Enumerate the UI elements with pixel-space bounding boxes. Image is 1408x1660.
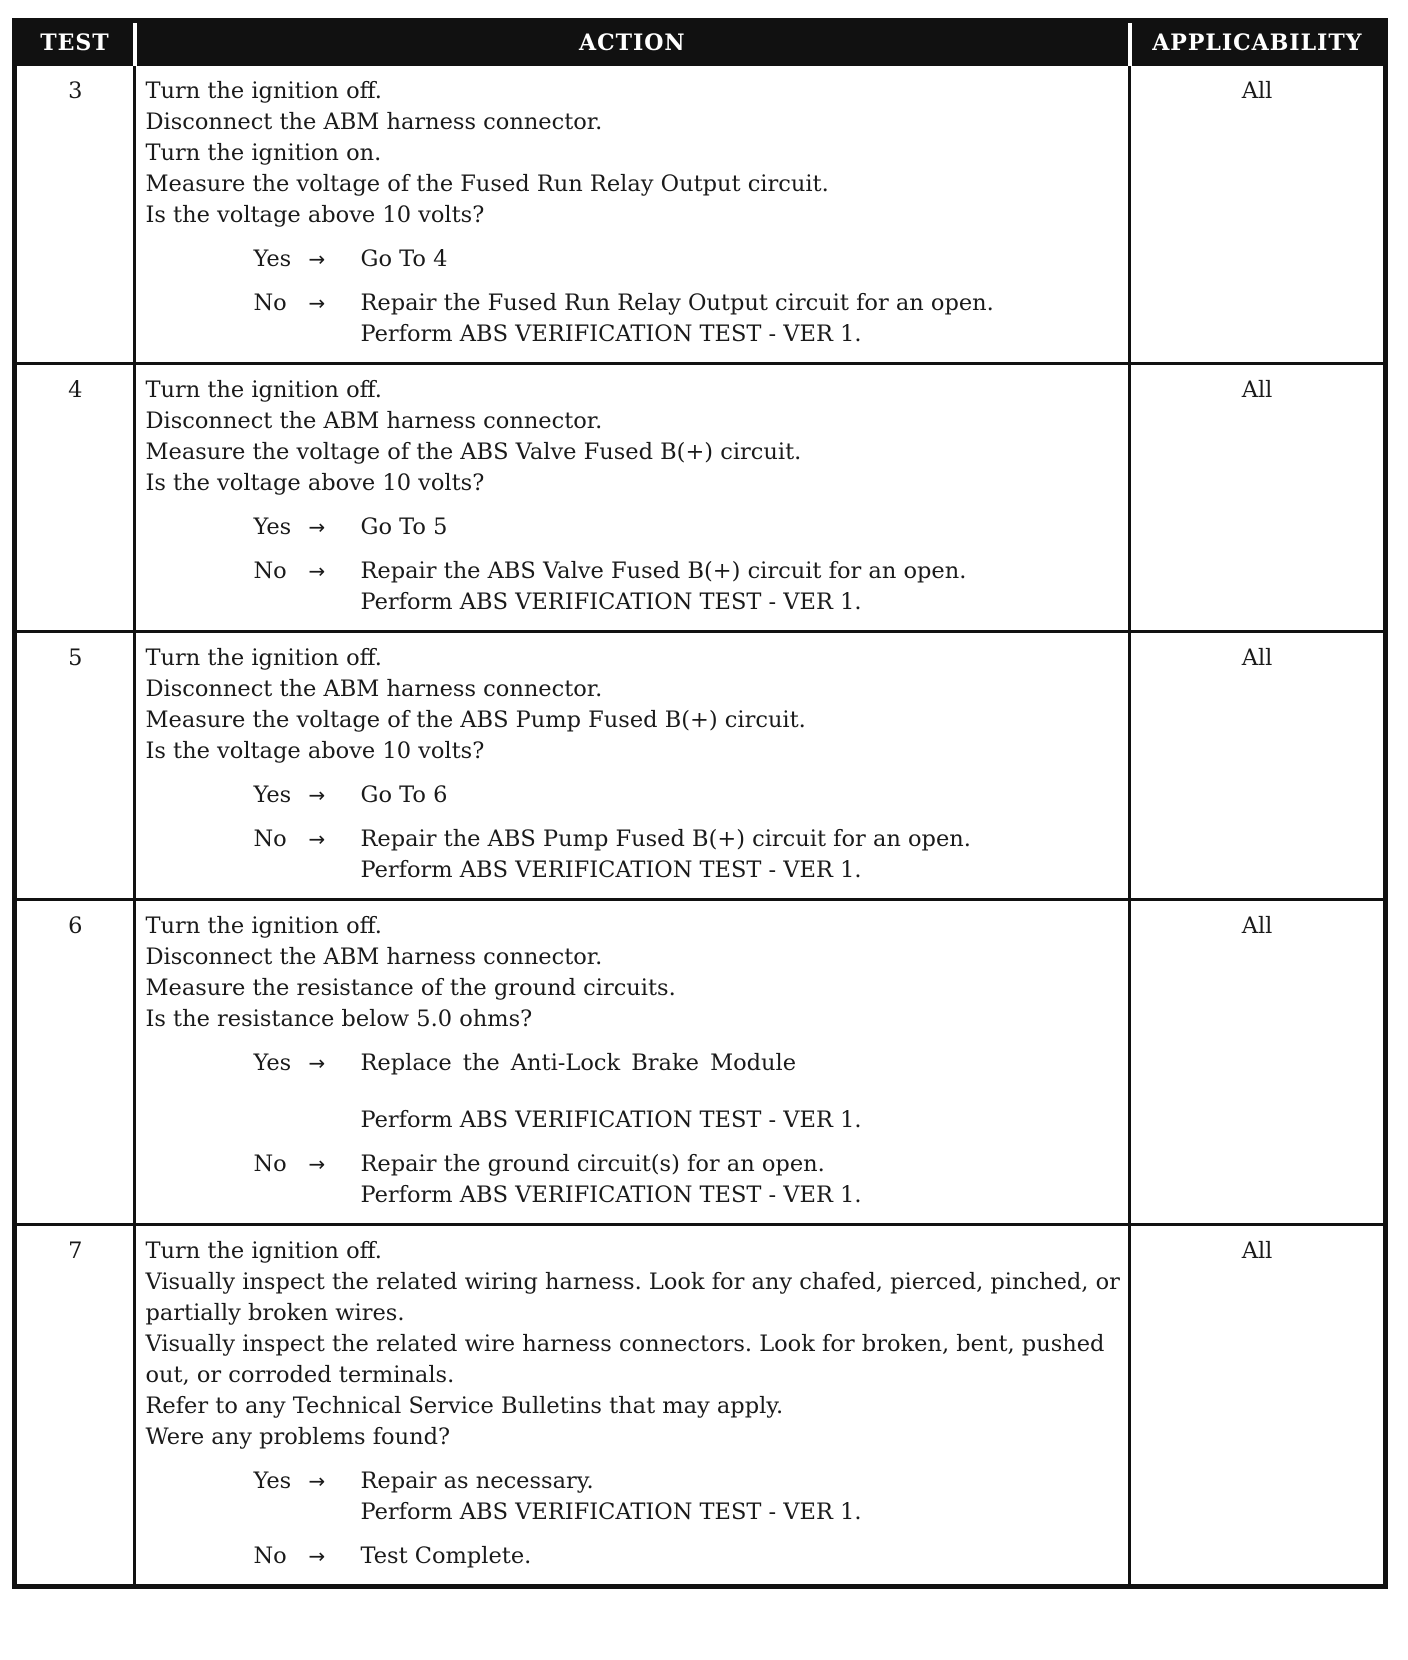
test-number: 5 (15, 632, 135, 900)
result-branches (145, 1048, 1124, 1211)
no-label: No (253, 290, 287, 316)
no-branch (145, 1541, 1124, 1572)
yes-branch (145, 244, 1124, 275)
action-cell (135, 900, 1130, 1225)
yes-action: Repair as necessary. (360, 1468, 594, 1494)
yes-action: Go To 4 (360, 246, 448, 272)
yes-branch (145, 512, 1124, 543)
action-step: Disconnect the ABM harness connector. (145, 944, 603, 970)
test-number: 7 (15, 1225, 135, 1587)
action-question: Is the resistance below 5.0 ohms? (145, 1006, 533, 1032)
table-row (15, 65, 1386, 364)
action-step: Visually inspect the related wire harness connectors. Look for broken, bent, pushed out, or corroded terminals. (145, 1331, 1105, 1388)
yes-label: Yes (253, 246, 292, 272)
arrow-icon: → (308, 291, 326, 315)
yes-action: Perform ABS VERIFICATION TEST - VER 1. (360, 1499, 862, 1525)
applicability-value: All (1130, 632, 1386, 900)
action-step: Turn the ignition off. (145, 1238, 382, 1264)
action-question: Is the voltage above 10 volts? (145, 202, 485, 228)
arrow-icon: → (308, 1469, 326, 1493)
action-cell (135, 364, 1130, 632)
arrow-icon: → (308, 1152, 326, 1176)
action-cell (135, 65, 1130, 364)
result-branches (145, 1466, 1124, 1572)
applicability-value: All (1130, 900, 1386, 1225)
arrow-icon: → (308, 247, 326, 271)
no-branch (145, 824, 1124, 886)
action-step: Turn the ignition off. (145, 645, 382, 671)
no-action: Repair the ground circuit(s) for an open. (360, 1151, 825, 1177)
action-step: Measure the voltage of the Fused Run Relay Output circuit. (145, 171, 829, 197)
result-branches (145, 512, 1124, 618)
arrow-icon: → (308, 559, 326, 583)
action-question: Were any problems found? (145, 1424, 451, 1450)
no-branch (145, 556, 1124, 618)
no-branch (145, 1149, 1124, 1211)
no-label: No (253, 826, 287, 852)
action-step: Refer to any Technical Service Bulletins that may apply. (145, 1393, 784, 1419)
no-label: No (253, 1151, 287, 1177)
table-row (15, 364, 1386, 632)
test-number: 6 (15, 900, 135, 1225)
action-step: Turn the ignition off. (145, 913, 382, 939)
yes-label: Yes (253, 782, 292, 808)
no-action: Perform ABS VERIFICATION TEST - VER 1. (360, 321, 862, 347)
no-action: Repair the Fused Run Relay Output circuit for an open. (360, 290, 994, 316)
yes-label: Yes (253, 514, 292, 540)
yes-branch (145, 1048, 1124, 1136)
arrow-icon: → (308, 783, 326, 807)
yes-label: Yes (253, 1468, 292, 1494)
action-step: Disconnect the ABM harness connector. (145, 408, 603, 434)
arrow-icon: → (308, 1544, 326, 1568)
action-step: Measure the voltage of the ABS Valve Fused B(+) circuit. (145, 439, 802, 465)
yes-action: Perform ABS VERIFICATION TEST - VER 1. (360, 1107, 862, 1133)
yes-action: Replace the Anti-Lock Brake Module (360, 1050, 797, 1076)
action-step: Disconnect the ABM harness connector. (145, 676, 603, 702)
applicability-value: All (1130, 364, 1386, 632)
result-branches (145, 780, 1124, 886)
action-step: Measure the resistance of the ground circuits. (145, 975, 676, 1001)
no-action: Repair the ABS Valve Fused B(+) circuit for an open. (360, 558, 967, 584)
table-header-row (15, 21, 1386, 65)
action-step: Turn the ignition on. (145, 140, 382, 166)
yes-branch (145, 780, 1124, 811)
diagnostic-test-table (12, 18, 1388, 1589)
action-step: Disconnect the ABM harness connector. (145, 109, 603, 135)
arrow-icon: → (308, 1051, 326, 1075)
no-branch (145, 288, 1124, 350)
yes-action: Go To 6 (360, 782, 448, 808)
applicability-value: All (1130, 1225, 1386, 1587)
action-step: Turn the ignition off. (145, 377, 382, 403)
action-question: Is the voltage above 10 volts? (145, 470, 485, 496)
action-step: Turn the ignition off. (145, 78, 382, 104)
action-step: Measure the voltage of the ABS Pump Fused B(+) circuit. (145, 707, 806, 733)
action-cell (135, 1225, 1130, 1587)
no-action: Repair the ABS Pump Fused B(+) circuit for an open. (360, 826, 971, 852)
no-label: No (253, 558, 287, 584)
table-row (15, 900, 1386, 1225)
header-applicability: APPLICABILITY (1130, 21, 1386, 65)
arrow-icon: → (308, 515, 326, 539)
no-action: Perform ABS VERIFICATION TEST - VER 1. (360, 589, 862, 615)
header-test: TEST (15, 21, 135, 65)
yes-branch (145, 1466, 1124, 1528)
test-number: 3 (15, 65, 135, 364)
table-row (15, 1225, 1386, 1587)
action-cell (135, 632, 1130, 900)
no-action: Perform ABS VERIFICATION TEST - VER 1. (360, 1182, 862, 1208)
no-action: Perform ABS VERIFICATION TEST - VER 1. (360, 857, 862, 883)
no-label: No (253, 1543, 287, 1569)
test-number: 4 (15, 364, 135, 632)
arrow-icon: → (308, 827, 326, 851)
no-action: Test Complete. (360, 1543, 532, 1569)
applicability-value: All (1130, 65, 1386, 364)
action-step: Visually inspect the related wiring harness. Look for any chafed, pierced, pinched, or partially broken wires. (145, 1269, 1120, 1326)
action-question: Is the voltage above 10 volts? (145, 738, 485, 764)
yes-action: Go To 5 (360, 514, 448, 540)
header-action: ACTION (135, 21, 1130, 65)
yes-label: Yes (253, 1050, 292, 1076)
result-branches (145, 244, 1124, 350)
table-row (15, 632, 1386, 900)
